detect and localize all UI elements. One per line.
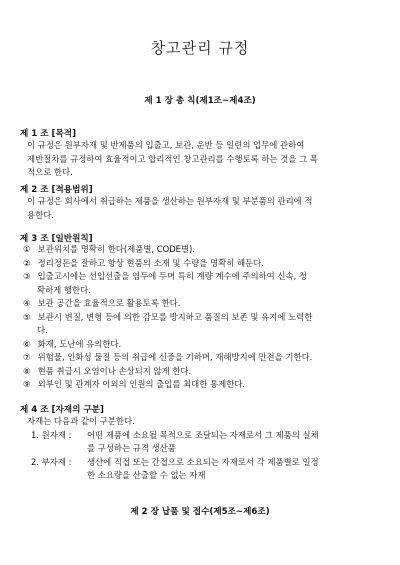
list-item: ② 정리정돈을 잘하고 항상 현품의 소재 및 수량을 명확히 해둔다. [23, 257, 264, 268]
article-2-heading: 제 2 조 [적용범위] [20, 185, 93, 195]
article-3-heading: 제 3 조 [일반원칙] [20, 234, 93, 244]
article-1-line: 제반절차를 규정하여 효율적이고 합리적인 창고관리를 수행토록 하는 것을 그 목 [27, 153, 318, 164]
list-item: ⑨ 외부인 및 관계자 이외의 인원의 출입를 최대한 통제한다. [23, 379, 246, 389]
article-2-body [27, 195, 313, 222]
list-item: ⑥ 화재, 도난에 유의한다. [23, 338, 122, 349]
article-2-line: 용한다. [27, 209, 54, 220]
article-4-heading: 제 4 조 [자재의 구분] [20, 405, 104, 415]
article-1-body [27, 139, 318, 180]
article-1-line: 적으로 한다. [27, 167, 73, 177]
list-item-continuation: 확하게 행한다. [37, 284, 91, 295]
list-item: ⑧ 현품 취급시 오염이나 손상되지 않게 한다. [23, 365, 192, 376]
definition-continuation: 를 구성하는 규격 생산품 [87, 443, 176, 453]
document-title: 창고관리 규정 [150, 39, 250, 57]
article-4-intro: 자재는 다음과 같이 구분한다. [27, 416, 135, 426]
article-1-heading: 제 1 조 [목적] [20, 129, 77, 139]
chapter-1-heading: 제 1 장 총 칙(제1조~제4조) [144, 96, 256, 106]
list-item: ④ 보관 공간을 효율적으로 활용토록 한다. [23, 298, 181, 308]
article-2-line: 이 규정은 회사에서 취급하는 제품을 생산하는 원부자재 및 부분품의 관리에 적 [27, 196, 313, 206]
list-item: ⑤ 보관시 변질, 변형 등에 의한 감모를 방지하고 품질의 보존 및 유지에 노력한 [23, 311, 313, 322]
list-item: ⑦ 위험물, 인화성 물질 등의 취급에 신중을 기하며, 재해방지에 만전을 기한다. [23, 352, 313, 362]
list-item-continuation: 다. [37, 325, 48, 335]
chapter-2-heading: 제 2 장 납품 및 접수(제5조~제6조) [130, 507, 270, 517]
article-1-line: 이 규정은 원부자재 및 반제품의 입출고, 보관, 운반 등 일련의 업무에 관하여 [27, 140, 305, 150]
definition-item: 1. 원자재 : 어떤 제품에 소요될 목적으로 조달되는 자재로서 그 제품의 실체 [31, 429, 319, 440]
article-3-list [23, 243, 312, 392]
list-item: ① 보관위치를 명확히 한다(제품별, CODE별). [23, 244, 195, 254]
definition-continuation: 한 소요량을 산출할 수 없는 자재 [87, 470, 206, 480]
definition-item: 2. 부자재 : 생산에 직접 또는 간접으로 소요되는 자재로서 각 제품별로 일정 [31, 456, 319, 467]
list-item: ③ 입출고시에는 선입선출을 염두에 두며 특히 계량 계수에 주의하여 신속, 정 [23, 271, 307, 281]
article-4-body [27, 415, 319, 483]
